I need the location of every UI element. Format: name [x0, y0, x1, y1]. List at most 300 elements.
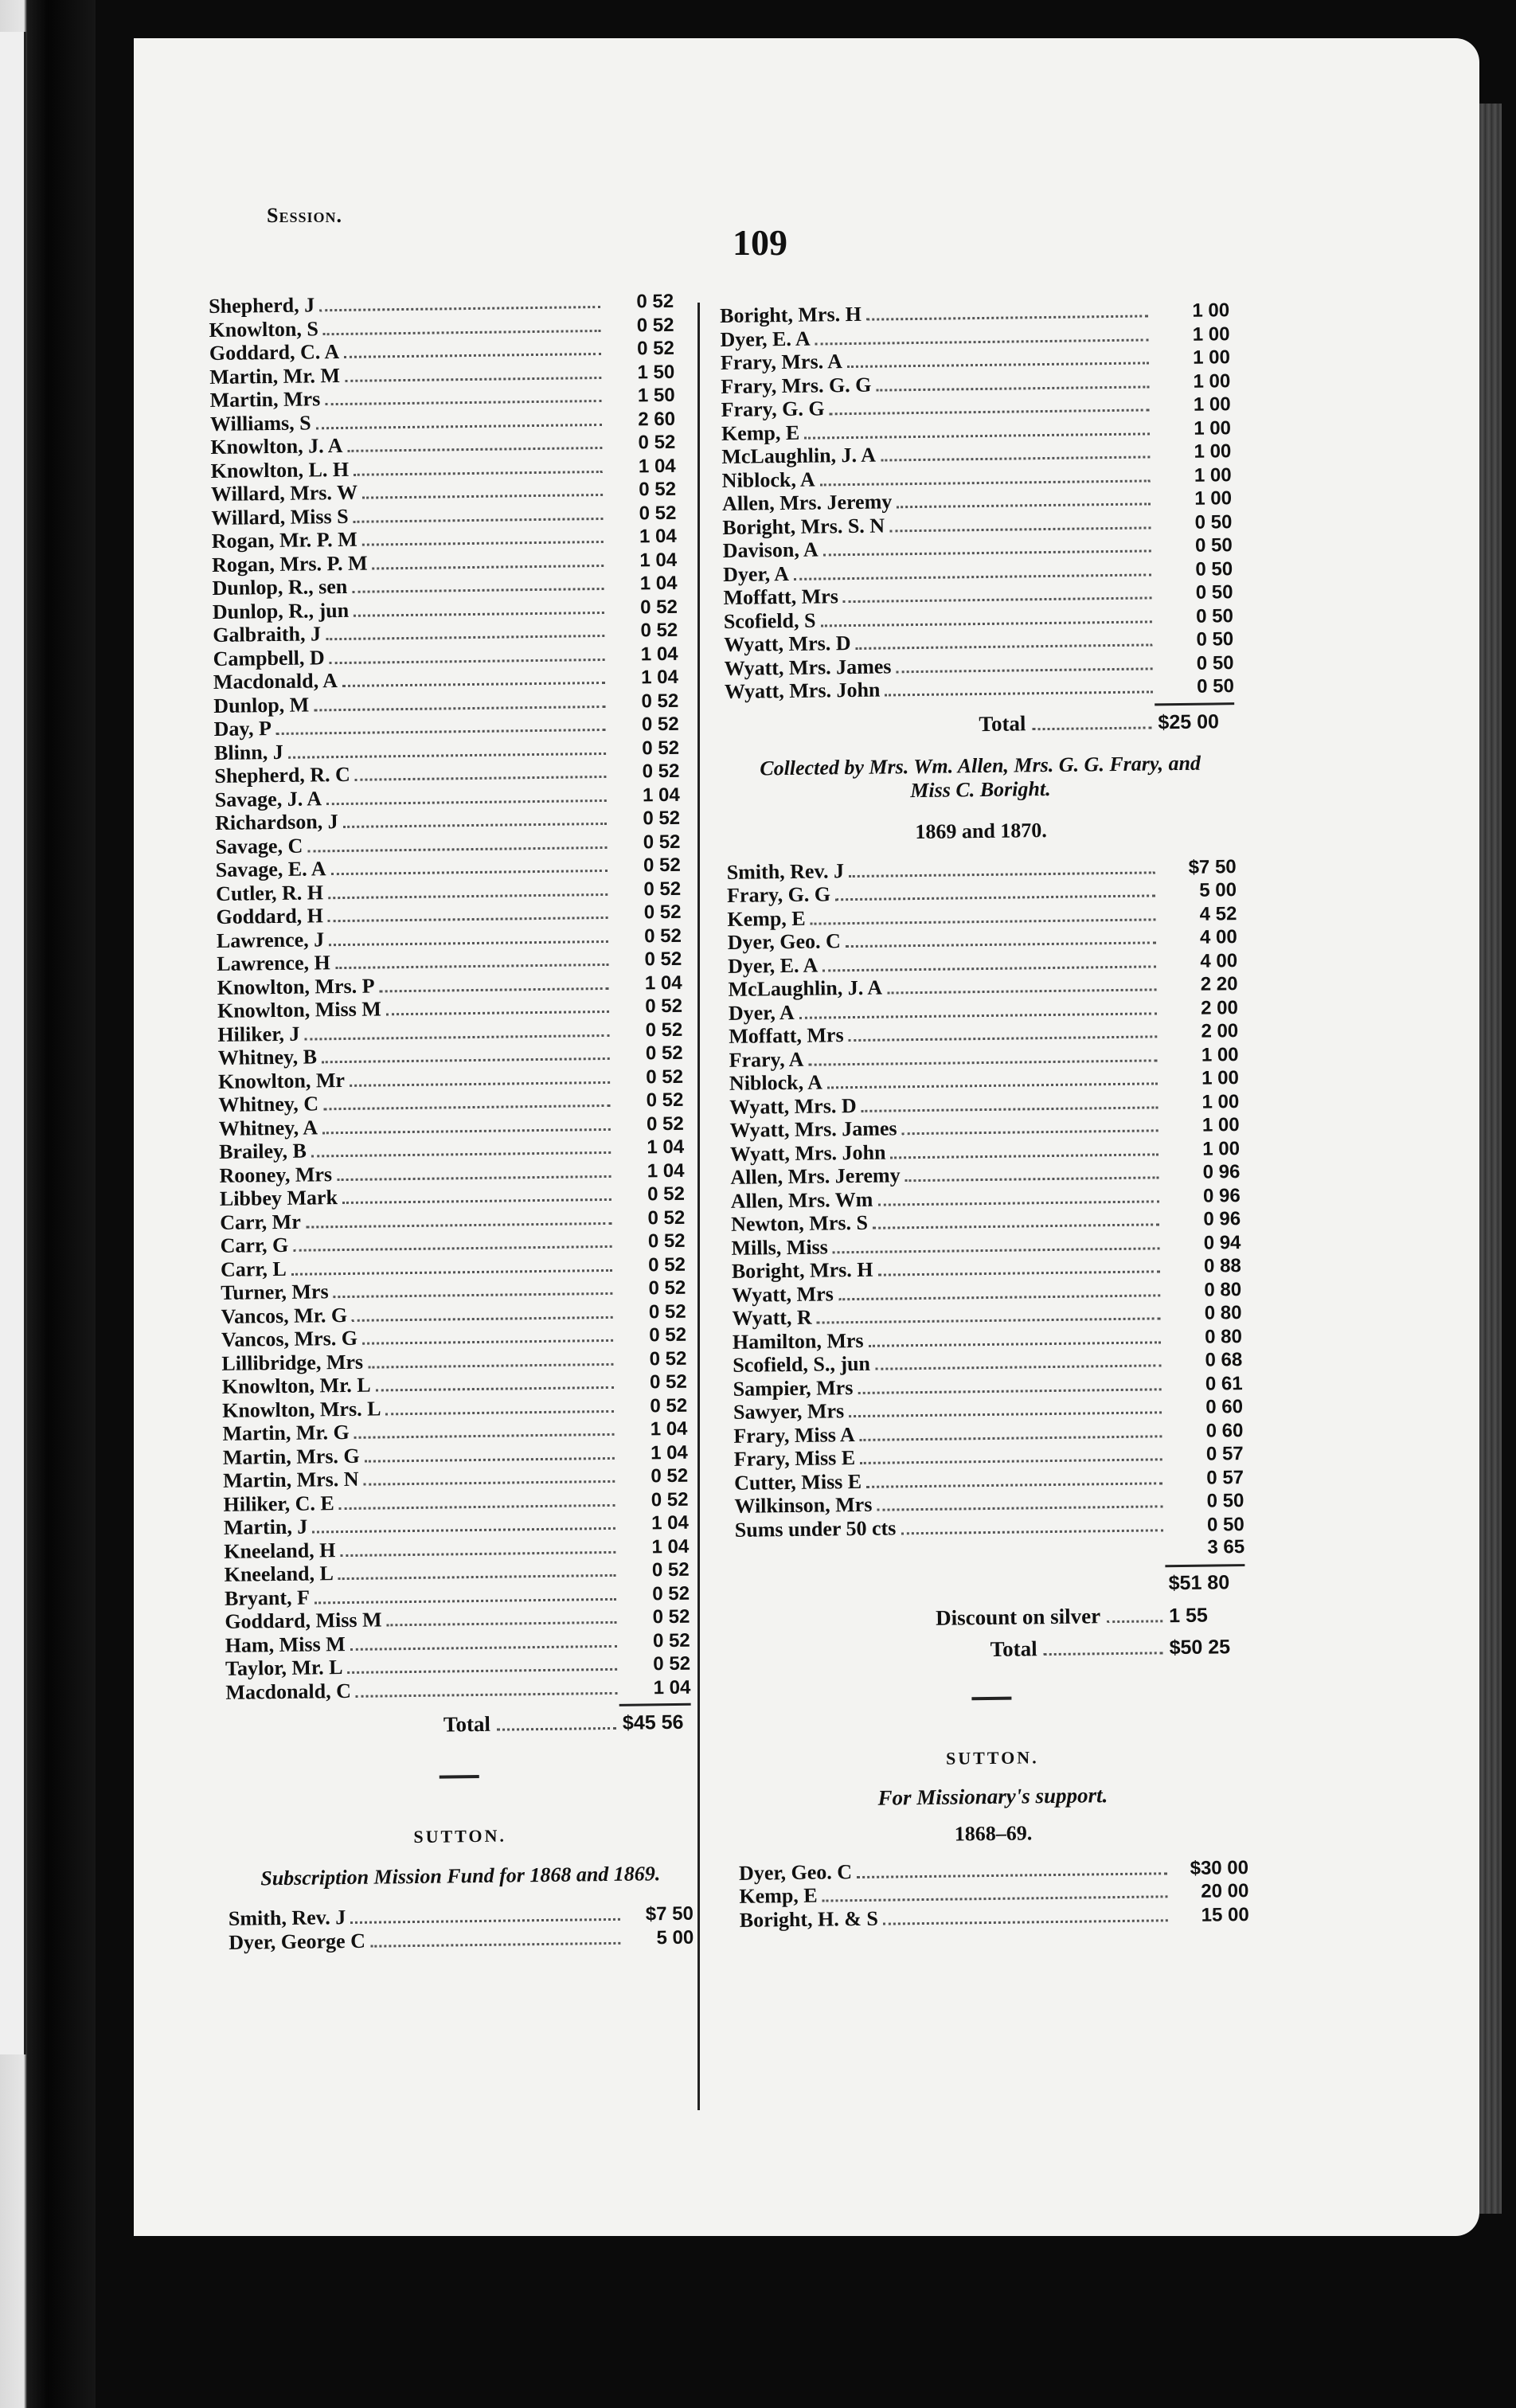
leader-dots [326, 799, 607, 804]
contribution-amount: 0 52 [643, 924, 682, 947]
contributor-name: Knowlton, Mrs. L [221, 1396, 381, 1422]
contribution-amount: 0 52 [641, 713, 679, 736]
contributor-name: Dyer, E. A [727, 953, 819, 978]
leader-dots [386, 1409, 615, 1415]
contribution-amount: 1 04 [651, 1535, 690, 1558]
leader-dots [362, 1339, 613, 1345]
leader-dots [838, 1294, 1160, 1300]
contribution-amount: 1 04 [642, 784, 680, 806]
contributor-name: Allen, Mrs. Jeremy [730, 1163, 901, 1189]
leader-dots [846, 941, 1156, 948]
contribution-amount: 4 00 [1199, 926, 1237, 948]
contribution-amount: 1 00 [1194, 487, 1233, 510]
leader-dots [887, 988, 1156, 994]
leader-dots [830, 408, 1150, 415]
contribution-amount: 0 50 [1195, 557, 1233, 580]
contributor-name: Dunlop, R., sen [212, 574, 348, 600]
leader-dots [338, 1574, 616, 1580]
leader-dots [878, 1270, 1160, 1276]
contribution-amount: 1 04 [639, 525, 677, 548]
contributor-name: Wyatt, Mrs. John [729, 1140, 886, 1166]
leader-dots [897, 667, 1153, 673]
contribution-amount: 0 52 [648, 1300, 686, 1323]
contributor-name: Dyer, Geo. C [727, 929, 841, 954]
leader-dots [356, 1691, 618, 1697]
leader-dots [311, 1151, 611, 1158]
contribution-amount: 0 96 [1202, 1184, 1241, 1207]
contribution-amount: 0 80 [1204, 1278, 1242, 1301]
contribution-amount: 0 52 [645, 1042, 683, 1065]
leader-dots [835, 894, 1155, 901]
leader-dots [866, 315, 1148, 320]
leader-dots [889, 526, 1151, 532]
contribution-amount: 1 00 [1194, 416, 1232, 440]
leader-dots [387, 1621, 617, 1627]
contributor-name: Dyer, George C [229, 1929, 366, 1954]
contribution-amount: 0 80 [1205, 1325, 1243, 1348]
leader-dots [329, 940, 608, 945]
contribution-amount: 2 00 [1201, 1020, 1239, 1042]
contributor-name: Martin, Mr. G [222, 1420, 350, 1445]
contributor-name: Willard, Miss S [211, 504, 349, 530]
contribution-amount: 2 60 [638, 408, 676, 430]
contributor-name: Frary, G. G [721, 397, 825, 421]
previous-page-edge [0, 32, 26, 2054]
contribution-amount: 0 60 [1205, 1419, 1244, 1442]
leader-dots [885, 690, 1153, 696]
leader-dots [873, 1223, 1159, 1229]
entry-list-1869 [727, 854, 1245, 1566]
leader-dots [365, 1456, 615, 1462]
contribution-amount: 1 50 [637, 361, 675, 383]
column-divider [697, 303, 700, 2110]
leader-dots [809, 1059, 1158, 1065]
contributor-name: Shepherd, J [209, 293, 315, 318]
leader-dots [866, 1482, 1162, 1488]
leader-dots [905, 1176, 1159, 1182]
leader-dots [386, 1010, 609, 1015]
contributor-name: Kemp, E [727, 906, 806, 931]
leader-dots [857, 1872, 1167, 1878]
contribution-amount: 0 80 [1204, 1302, 1242, 1324]
contribution-amount: 1 00 [1201, 1114, 1240, 1136]
right-column [720, 298, 1249, 1932]
leader-dots [322, 1128, 611, 1133]
contribution-amount: 0 61 [1205, 1372, 1243, 1395]
contributor-name: Frary, A [729, 1047, 804, 1072]
contribution-amount: 1 00 [1192, 299, 1230, 322]
contributor-name: Smith, Rev. J [228, 1906, 346, 1930]
contributor-name: Sums under 50 cts [734, 1515, 897, 1542]
contributor-name: Scofield, S [723, 608, 816, 633]
contribution-amount: 0 52 [646, 1065, 684, 1088]
contributor-name: Martin, Mrs. N [223, 1467, 359, 1492]
contributor-name: Wyatt, Mrs. James [724, 654, 892, 680]
contributor-name: Knowlton, Mr [217, 1068, 346, 1093]
leader-dots [348, 447, 603, 452]
contributor-name: Wyatt, Mrs. James [729, 1116, 897, 1142]
leader-dots [288, 752, 606, 758]
leader-dots [877, 1505, 1162, 1511]
leader-dots [293, 1245, 611, 1252]
contribution-amount: 0 52 [636, 337, 675, 360]
leader-dots [883, 1919, 1168, 1925]
leader-dots [869, 1341, 1161, 1347]
leader-dots [815, 338, 1149, 345]
contributor-name: Sawyer, Mrs [733, 1399, 845, 1424]
leader-dots [875, 1364, 1161, 1370]
total-amount: $45 56 [622, 1710, 684, 1734]
contribution-amount: $7 50 [645, 1902, 694, 1925]
leader-dots [811, 918, 1156, 924]
contributor-name: Frary, Mrs. G. G [721, 373, 872, 398]
contribution-amount: 1 00 [1201, 1067, 1240, 1089]
contributor-name: Wyatt, R [732, 1305, 812, 1330]
contribution-amount: 0 94 [1203, 1231, 1241, 1254]
contributor-name: Ham, Miss M [225, 1632, 346, 1657]
contributor-name: Savage, J. A [214, 786, 322, 811]
contribution-amount: 0 96 [1202, 1161, 1241, 1183]
contribution-amount: 0 52 [645, 1018, 683, 1041]
contributor-name: McLaughlin, J. A [728, 975, 883, 1001]
contributor-name: Brailey, B [218, 1139, 307, 1163]
discount-label: Discount on silver [935, 1603, 1101, 1630]
contributor-name: Cutter, Miss E [733, 1469, 862, 1495]
leader-dots [354, 1433, 615, 1439]
contributor-name: Wyatt, Mrs. D [724, 631, 851, 656]
leader-dots [306, 1222, 611, 1228]
subscription-entry-list [229, 1902, 694, 1954]
contribution-amount: 1 00 [1194, 463, 1232, 487]
contributor-name: Kemp, E [721, 420, 800, 445]
contribution-amount: 0 52 [648, 1276, 686, 1300]
contribution-amount: 0 52 [643, 854, 681, 877]
contribution-amount: 0 52 [647, 1206, 686, 1229]
left-entry-list [209, 289, 691, 1704]
leader-dots [350, 1918, 620, 1924]
leader-dots [352, 1315, 613, 1321]
contribution-amount: 1 04 [644, 971, 682, 994]
contribution-amount: 1 00 [1193, 369, 1231, 393]
collected-note: Collected by Mrs. Wm. Allen, Mrs. G. G. Frary, and Miss C. Boright. [760, 751, 1201, 802]
leader-dots [799, 1012, 1157, 1018]
leader-dots [862, 1106, 1158, 1112]
leader-dots [350, 1644, 617, 1650]
contribution-amount: 1 50 [637, 384, 675, 407]
contributor-name: Rogan, Mr. P. M [211, 527, 358, 553]
contribution-amount: 20 00 [1201, 1880, 1249, 1902]
leader-dots [344, 353, 601, 358]
leader-dots [860, 1435, 1162, 1441]
contributor-name: Hiliker, C. E [223, 1491, 334, 1516]
contribution-amount: 2 20 [1200, 973, 1238, 995]
contributor-name: Knowlton, S [209, 316, 318, 342]
years-heading: 1869 and 1870. [915, 818, 1047, 843]
support-title: For Missionary's support. [877, 1782, 1108, 1810]
contributor-name: Boright, H. & S [739, 1906, 879, 1932]
leader-dots [304, 1034, 609, 1040]
contribution-amount: 1 04 [639, 572, 678, 595]
leader-dots [376, 1386, 614, 1392]
contributor-name: Dyer, A [722, 561, 790, 586]
contributor-name: Kneeland, H [224, 1538, 336, 1563]
leader-dots [901, 1529, 1162, 1534]
leader-dots [827, 1082, 1158, 1089]
contributor-name: Lawrence, J [216, 927, 325, 952]
contributor-name: Boright, Mrs. S. N [722, 513, 885, 539]
contributor-name: Goddard, C. A [209, 340, 340, 365]
leader-dots [328, 917, 608, 922]
contributor-name: Davison, A [722, 538, 819, 562]
contribution-amount: 1 00 [1202, 1137, 1241, 1160]
total-amount: $50 25 [1169, 1635, 1231, 1659]
leader-dots [362, 541, 604, 546]
leader-dots [314, 705, 605, 710]
leader-dots [326, 635, 604, 640]
contribution-amount: 0 52 [639, 596, 678, 618]
contributor-name: Martin, Mrs [209, 387, 321, 412]
contribution-amount: 0 52 [639, 478, 677, 501]
contributor-name: Knowlton, Mr. L [221, 1373, 371, 1398]
contribution-amount: 0 52 [642, 760, 680, 783]
right-entry-list [720, 298, 1234, 703]
contribution-amount: 0 50 [1194, 510, 1233, 534]
contributor-name: Knowlton, J. A [210, 433, 343, 459]
contribution-amount: 1 04 [650, 1417, 688, 1440]
leader-dots [343, 823, 607, 828]
contributor-name: Mills, Miss [731, 1234, 828, 1260]
leader-dots [858, 1388, 1161, 1394]
leader-dots [312, 1527, 615, 1534]
contributor-name: Kemp, E [739, 1883, 818, 1908]
leader-dots [794, 573, 1151, 580]
leader-dots [325, 400, 601, 405]
contributor-name: Whitney, A [218, 1115, 318, 1140]
contribution-amount: 0 52 [642, 737, 680, 759]
contributor-name: Allen, Mrs. Wm [730, 1187, 873, 1213]
contribution-amount: 0 52 [648, 1253, 686, 1276]
left-column [209, 289, 694, 1954]
contribution-amount: 0 52 [651, 1464, 689, 1487]
contributor-name: Bryant, F [224, 1585, 311, 1610]
leader-dots [323, 329, 601, 334]
contribution-amount: 0 52 [639, 502, 677, 524]
leader-dots [833, 1247, 1160, 1253]
page-number: 109 [733, 222, 787, 263]
contribution-amount: 0 50 [1194, 534, 1233, 557]
leader-dots [334, 1292, 613, 1298]
contribution-amount: 3 65 [1207, 1536, 1245, 1558]
contributor-name: Knowlton, L. H [210, 457, 350, 483]
leader-dots [364, 1480, 615, 1486]
contributor-name: Whitney, C [218, 1092, 319, 1116]
contributor-name: Savage, C [215, 834, 303, 858]
contributor-name: Dyer, A [728, 1000, 795, 1025]
contribution-amount: 0 52 [652, 1605, 690, 1628]
contributor-name: Boright, Mrs. H [720, 302, 862, 327]
leader-dots [335, 964, 609, 969]
contribution-amount: 1 04 [650, 1441, 688, 1464]
contributor-name: Frary, Miss A [733, 1422, 855, 1448]
contributor-name: Macdonald, C [225, 1679, 352, 1704]
subtotal-row [735, 1566, 1244, 1605]
contribution-amount: 0 52 [645, 995, 683, 1018]
contribution-amount: 4 52 [1199, 902, 1237, 925]
leader-dots [823, 549, 1151, 556]
contribution-amount: 1 04 [638, 455, 676, 477]
leader-dots [330, 658, 605, 663]
contributor-name: Knowlton, Miss M [217, 997, 381, 1022]
contributor-name: Dunlop, M [213, 692, 310, 717]
leader-dots [849, 1035, 1158, 1042]
leader-dots [339, 1503, 615, 1509]
contribution-amount: 0 50 [1195, 581, 1233, 604]
contributor-name: Wyatt, Mrs. D [729, 1093, 857, 1119]
contributor-name: Lillibridge, Mrs [221, 1350, 364, 1375]
contributor-name: Vancos, Mrs. G [221, 1326, 358, 1351]
leader-dots [897, 502, 1151, 508]
contribution-amount: 1 04 [647, 1136, 685, 1159]
leader-dots [354, 611, 604, 616]
leader-dots [328, 893, 608, 898]
sutton-heading: SUTTON. [413, 1825, 507, 1847]
contributor-name: Goddard, Miss M [225, 1608, 382, 1633]
contribution-amount: 1 00 [1192, 322, 1230, 346]
contributor-name: Dyer, Geo. C [738, 1859, 853, 1885]
contributor-name: Smith, Rev. J [726, 858, 845, 884]
contributor-name: Martin, J [223, 1515, 308, 1539]
contribution-amount: 0 96 [1203, 1208, 1241, 1230]
contribution-amount: 0 50 [1195, 604, 1233, 627]
leader-dots [342, 682, 605, 687]
contributor-name: Martin, Mrs. G [222, 1444, 360, 1469]
ledger-row [225, 1675, 690, 1704]
contribution-amount: $30 00 [1190, 1856, 1249, 1879]
contribution-amount: 1 00 [1192, 346, 1231, 369]
contribution-amount: 5 00 [656, 1926, 694, 1949]
discount-row [736, 1598, 1245, 1636]
contribution-amount: 0 52 [647, 1182, 686, 1206]
leader-dots [817, 1317, 1161, 1323]
contributor-name: Knowlton, Mrs. P [217, 974, 375, 999]
contributor-name: Dunlop, R., jun [212, 598, 350, 624]
leader-dots [877, 1200, 1158, 1206]
contribution-amount: 1 00 [1193, 393, 1231, 416]
leader-dots [497, 1727, 616, 1731]
leader-dots [380, 987, 609, 992]
contribution-amount: 1 00 [1201, 1043, 1239, 1066]
contribution-amount: 0 52 [652, 1582, 690, 1605]
contribution-amount: 0 52 [644, 948, 682, 971]
contributor-name: Willard, Mrs. W [210, 480, 358, 506]
contributor-name: Campbell, D [213, 645, 325, 670]
leader-dots [345, 376, 601, 381]
leader-dots [331, 870, 608, 875]
leader-dots [362, 494, 603, 499]
total-label: Total [990, 1636, 1037, 1661]
contributor-name: Turner, Mrs [221, 1280, 329, 1304]
leader-dots [849, 1411, 1162, 1417]
contributor-name: Moffatt, Mrs [723, 584, 839, 609]
leader-dots [316, 423, 602, 428]
leader-dots [1107, 1620, 1162, 1623]
contribution-amount: 0 52 [643, 807, 681, 830]
contributor-name: Williams, S [209, 410, 311, 436]
contribution-amount: 2 00 [1200, 996, 1239, 1019]
contribution-amount: 5 00 [1199, 879, 1237, 901]
leader-dots [373, 564, 604, 569]
contributor-name: Savage, E. A [215, 857, 326, 882]
contribution-amount: 1 04 [639, 549, 678, 571]
leader-dots [822, 1895, 1168, 1902]
contribution-amount: 0 52 [638, 431, 676, 454]
contribution-amount: 0 50 [1196, 651, 1234, 674]
contributor-name: Cutler, R. H [216, 880, 324, 905]
contribution-amount: 0 52 [636, 290, 674, 313]
contribution-amount: 0 52 [641, 690, 679, 712]
leader-dots [856, 643, 1153, 650]
contribution-amount: 0 52 [646, 1112, 684, 1135]
contribution-amount: 1 00 [1194, 440, 1232, 463]
leader-dots [822, 965, 1156, 971]
leader-dots [348, 1668, 618, 1674]
right-total-row [725, 705, 1234, 743]
contributor-name: McLaughlin, J. A [721, 443, 877, 468]
leader-dots [368, 1362, 613, 1368]
contributor-name: Rogan, Mrs. P. M [211, 551, 368, 577]
leader-dots [876, 385, 1149, 391]
contributor-name: Goddard, H [216, 904, 324, 928]
contributor-name: Day, P [213, 717, 272, 741]
leader-dots [291, 1268, 612, 1275]
discount-amount: 1 55 [1168, 1604, 1208, 1627]
contribution-amount: 0 52 [643, 878, 682, 900]
contribution-amount: 0 57 [1205, 1443, 1244, 1465]
leader-dots [881, 455, 1150, 461]
contribution-amount: 0 52 [647, 1229, 686, 1253]
support-entry-list [739, 1855, 1249, 1932]
subscription-title: Subscription Mission Fund for 1868 and 1869. [260, 1862, 661, 1890]
leader-dots [1033, 726, 1152, 730]
contribution-amount: 1 04 [651, 1511, 690, 1534]
contribution-amount: 0 52 [652, 1629, 690, 1652]
contributor-name: Hamilton, Mrs [732, 1328, 864, 1354]
contribution-amount: 0 52 [636, 314, 674, 336]
leader-dots [860, 1458, 1162, 1464]
contribution-amount: 0 50 [1206, 1513, 1244, 1536]
contributor-name: Blinn, J [213, 740, 283, 764]
contribution-amount: 0 50 [1206, 1490, 1244, 1512]
contribution-amount: 0 52 [651, 1488, 689, 1511]
contribution-amount: 1 04 [653, 1676, 691, 1698]
leader-dots [319, 306, 600, 311]
contribution-amount: 1 04 [641, 666, 679, 689]
contributor-name: Macdonald, A [213, 669, 338, 694]
contributor-name: Lawrence, H [217, 951, 330, 975]
leader-dots [891, 1153, 1159, 1159]
contributor-name: Wyatt, Mrs. John [724, 678, 881, 703]
contributor-name: Carr, L [220, 1257, 287, 1281]
contribution-amount: 1 00 [1201, 1090, 1240, 1113]
support-years: 1868–69. [954, 1820, 1033, 1846]
leader-dots [843, 596, 1152, 603]
contribution-amount: 0 50 [1197, 675, 1235, 698]
leader-dots [337, 1175, 611, 1180]
contribution-amount: 0 52 [650, 1394, 688, 1417]
leader-dots [820, 620, 1151, 627]
contribution-amount: 0 68 [1205, 1349, 1243, 1371]
leader-dots [350, 1081, 610, 1086]
